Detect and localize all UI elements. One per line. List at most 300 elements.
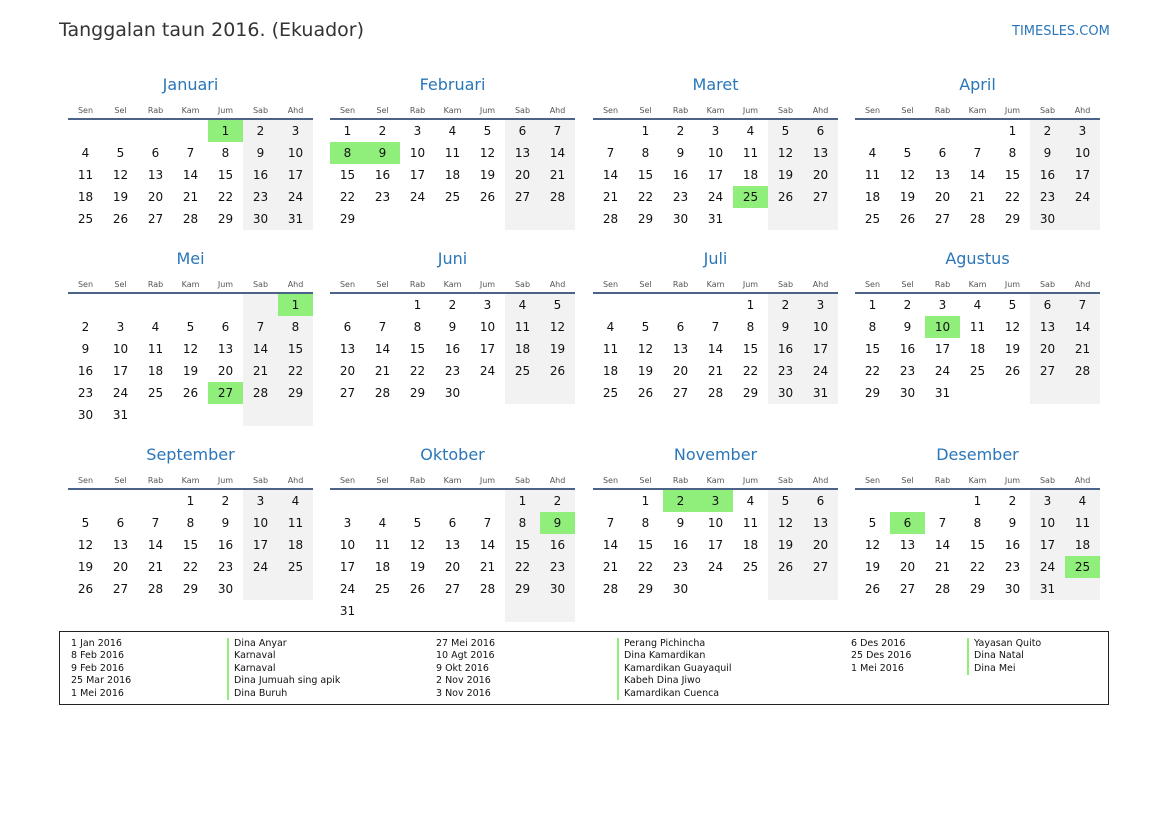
day-cell: 20	[1039, 342, 1056, 356]
day-cell: 19	[409, 560, 426, 574]
day-cell: 28	[969, 212, 986, 226]
day-cell: 2	[81, 320, 90, 334]
day-cell: 23	[217, 560, 234, 574]
day-cell: 16	[549, 538, 566, 552]
day-cell: 6	[938, 146, 947, 160]
weekday-label: Sel	[114, 476, 127, 485]
day-cell: 7	[186, 146, 195, 160]
month-name: Desember	[936, 445, 1019, 464]
weekday-label: Rab	[672, 280, 689, 289]
day-cell: 12	[864, 538, 881, 552]
day-cell: 12	[777, 516, 794, 530]
weekday-label: Jum	[1004, 476, 1021, 485]
day-cell: 12	[112, 168, 129, 182]
day-cell: 26	[182, 386, 199, 400]
day-cell: 24	[479, 364, 496, 378]
day-cell: 25	[444, 190, 461, 204]
month-name: November	[673, 445, 758, 464]
weekday-label: Kam	[181, 106, 200, 115]
day-cell: 22	[637, 190, 654, 204]
weekday-label: Kam	[968, 280, 987, 289]
day-cell: 6	[151, 146, 160, 160]
weekday-label: Jum	[217, 280, 234, 289]
day-cell: 10	[707, 146, 724, 160]
weekday-label: Sel	[376, 106, 389, 115]
day-cell: 24	[1039, 560, 1056, 574]
day-cell: 18	[77, 190, 94, 204]
day-cell: 2	[781, 298, 790, 312]
legend-names-col-3	[974, 638, 1041, 675]
day-cell: 19	[864, 560, 881, 574]
legend-date: 1 Mei 2016	[851, 662, 904, 674]
day-cell: 9	[676, 146, 685, 160]
day-cell: 15	[339, 168, 356, 182]
day-cell: 30	[672, 212, 689, 226]
day-cell: 8	[641, 516, 650, 530]
day-cell: 13	[147, 168, 164, 182]
day-cell: 3	[116, 320, 125, 334]
day-cell: 16	[374, 168, 391, 182]
day-cell: 30	[1039, 212, 1056, 226]
day-cell: 30	[444, 386, 461, 400]
month-name: Februari	[419, 75, 486, 94]
day-cell: 7	[483, 516, 492, 530]
day-cell: 2	[221, 494, 230, 508]
weekday-label: Sen	[602, 280, 619, 289]
holiday-day: 10	[925, 316, 960, 338]
day-cell: 7	[256, 320, 265, 334]
day-cell: 26	[777, 190, 794, 204]
day-cell: 20	[514, 168, 531, 182]
day-cell: 23	[252, 190, 269, 204]
legend-date: 25 Des 2016	[851, 650, 912, 662]
day-cell: 10	[409, 146, 426, 160]
day-cell: 22	[864, 364, 881, 378]
weekday-label: Ahd	[812, 280, 829, 289]
day-cell: 9	[781, 320, 790, 334]
legend-name: Kabeh Dina Jiwo	[624, 675, 701, 687]
weekday-label: Jum	[479, 476, 496, 485]
day-cell: 7	[711, 320, 720, 334]
day-cell: 18	[374, 560, 391, 574]
day-cell: 3	[816, 298, 825, 312]
day-cell: 6	[676, 320, 685, 334]
weekday-label: Sen	[77, 106, 94, 115]
weekday-label: Sab	[1039, 476, 1056, 485]
weekday-label: Sab	[252, 476, 269, 485]
day-cell: 8	[221, 146, 230, 160]
day-cell: 22	[514, 560, 531, 574]
weekday-label: Jum	[479, 280, 496, 289]
day-cell: 6	[343, 320, 352, 334]
day-cell: 5	[186, 320, 195, 334]
weekday-label: Kam	[443, 106, 462, 115]
day-cell: 3	[343, 516, 352, 530]
day-cell: 11	[444, 146, 461, 160]
day-cell: 15	[742, 342, 759, 356]
page-title: Tanggalan taun 2016. (Ekuador)	[59, 19, 364, 41]
month-name: September	[146, 445, 235, 464]
day-cell: 13	[812, 146, 829, 160]
day-cell: 25	[969, 364, 986, 378]
month-name: Oktober	[420, 445, 485, 464]
holiday-day: 8	[330, 142, 365, 164]
day-cell: 28	[1074, 364, 1091, 378]
day-cell: 21	[182, 190, 199, 204]
day-cell: 12	[479, 146, 496, 160]
day-cell: 16	[77, 364, 94, 378]
day-cell: 16	[252, 168, 269, 182]
weekday-label: Kam	[706, 280, 725, 289]
day-cell: 29	[514, 582, 531, 596]
day-cell: 21	[602, 560, 619, 574]
day-cell: 22	[1004, 190, 1021, 204]
day-cell: 24	[934, 364, 951, 378]
day-cell: 8	[868, 320, 877, 334]
day-cell: 29	[339, 212, 356, 226]
day-cell: 12	[77, 538, 94, 552]
day-cell: 30	[672, 582, 689, 596]
legend-bar	[967, 638, 969, 675]
day-cell: 4	[746, 494, 755, 508]
day-cell: 23	[1004, 560, 1021, 574]
day-cell: 14	[182, 168, 199, 182]
month-name: Agustus	[945, 249, 1010, 268]
day-cell: 4	[973, 298, 982, 312]
legend-name: Kamardikan Cuenca	[624, 687, 720, 699]
day-cell: 14	[479, 538, 496, 552]
holiday-day: 6	[890, 512, 925, 534]
weekday-label: Ahd	[287, 476, 304, 485]
day-cell: 23	[899, 364, 916, 378]
day-cell: 3	[1043, 494, 1052, 508]
weekday-label: Ahd	[812, 106, 829, 115]
day-cell: 7	[553, 124, 562, 138]
weekday-label: Sab	[514, 280, 531, 289]
day-cell: 25	[287, 560, 304, 574]
day-cell: 1	[518, 494, 527, 508]
day-cell: 2	[553, 494, 562, 508]
day-cell: 13	[339, 342, 356, 356]
day-cell: 16	[1004, 538, 1021, 552]
weekday-label: Kam	[443, 280, 462, 289]
day-cell: 11	[374, 538, 391, 552]
day-cell: 16	[444, 342, 461, 356]
day-cell: 18	[969, 342, 986, 356]
day-cell: 20	[147, 190, 164, 204]
weekday-label: Rab	[934, 106, 951, 115]
weekday-label: Kam	[706, 476, 725, 485]
day-cell: 21	[602, 190, 619, 204]
day-cell: 23	[672, 560, 689, 574]
day-cell: 24	[707, 190, 724, 204]
day-cell: 28	[374, 386, 391, 400]
day-cell: 11	[287, 516, 304, 530]
day-cell: 11	[864, 168, 881, 182]
day-cell: 16	[1039, 168, 1056, 182]
day-cell: 16	[672, 538, 689, 552]
day-cell: 14	[147, 538, 164, 552]
weekday-label: Rab	[409, 280, 426, 289]
day-cell: 9	[221, 516, 230, 530]
day-cell: 31	[112, 408, 129, 422]
day-cell: 23	[1039, 190, 1056, 204]
day-cell: 27	[812, 560, 829, 574]
day-cell: 11	[147, 342, 164, 356]
day-cell: 7	[606, 516, 615, 530]
legend-bar	[227, 638, 229, 700]
day-cell: 19	[637, 364, 654, 378]
day-cell: 5	[781, 124, 790, 138]
weekday-label: Ahd	[549, 106, 566, 115]
day-cell: 17	[287, 168, 304, 182]
day-cell: 13	[514, 146, 531, 160]
day-cell: 20	[339, 364, 356, 378]
day-cell: 12	[899, 168, 916, 182]
day-cell: 14	[549, 146, 566, 160]
day-cell: 16	[217, 538, 234, 552]
day-cell: 22	[339, 190, 356, 204]
day-cell: 12	[777, 146, 794, 160]
day-cell: 16	[899, 342, 916, 356]
weekday-label: Ahd	[1074, 476, 1091, 485]
weekday-label: Kam	[181, 280, 200, 289]
day-cell: 28	[707, 386, 724, 400]
weekday-label: Jum	[479, 106, 496, 115]
weekday-label: Sel	[901, 106, 914, 115]
day-cell: 19	[182, 364, 199, 378]
day-cell: 31	[707, 212, 724, 226]
weekday-label: Sen	[864, 106, 881, 115]
day-cell: 15	[864, 342, 881, 356]
day-cell: 17	[479, 342, 496, 356]
day-cell: 24	[339, 582, 356, 596]
weekday-label: Rab	[934, 476, 951, 485]
day-cell: 4	[518, 298, 527, 312]
day-cell: 25	[602, 386, 619, 400]
day-cell: 17	[707, 168, 724, 182]
day-cell: 31	[934, 386, 951, 400]
weekday-label: Rab	[147, 280, 164, 289]
day-cell: 1	[746, 298, 755, 312]
day-cell: 12	[1004, 320, 1021, 334]
legend-name: Dina Kamardikan	[624, 650, 706, 662]
day-cell: 18	[147, 364, 164, 378]
day-cell: 25	[514, 364, 531, 378]
day-cell: 30	[549, 582, 566, 596]
day-cell: 26	[899, 212, 916, 226]
weekday-label: Rab	[147, 106, 164, 115]
day-cell: 27	[812, 190, 829, 204]
day-cell: 11	[742, 516, 759, 530]
day-cell: 21	[969, 190, 986, 204]
day-cell: 20	[812, 538, 829, 552]
day-cell: 5	[903, 146, 912, 160]
day-cell: 18	[742, 168, 759, 182]
month-name: Januari	[162, 75, 219, 94]
day-cell: 12	[409, 538, 426, 552]
day-cell: 17	[934, 342, 951, 356]
day-cell: 3	[938, 298, 947, 312]
weekday-label: Sab	[514, 106, 531, 115]
day-cell: 7	[973, 146, 982, 160]
legend-name: Dina Jumuah sing apik	[234, 675, 341, 687]
day-cell: 20	[899, 560, 916, 574]
day-cell: 20	[444, 560, 461, 574]
day-cell: 28	[602, 212, 619, 226]
day-cell: 29	[637, 212, 654, 226]
day-cell: 27	[899, 582, 916, 596]
day-cell: 18	[864, 190, 881, 204]
day-cell: 3	[291, 124, 300, 138]
day-cell: 25	[742, 560, 759, 574]
day-cell: 6	[448, 516, 457, 530]
day-cell: 2	[676, 124, 685, 138]
weekday-label: Sab	[777, 280, 794, 289]
weekday-label: Sab	[1039, 106, 1056, 115]
day-cell: 15	[1004, 168, 1021, 182]
day-cell: 17	[707, 538, 724, 552]
day-cell: 5	[781, 494, 790, 508]
day-cell: 29	[217, 212, 234, 226]
day-cell: 26	[777, 560, 794, 574]
day-cell: 6	[116, 516, 125, 530]
day-cell: 21	[707, 364, 724, 378]
weekday-label: Sel	[114, 106, 127, 115]
day-cell: 29	[182, 582, 199, 596]
day-cell: 4	[151, 320, 160, 334]
day-cell: 8	[186, 516, 195, 530]
weekday-label: Sen	[339, 476, 356, 485]
legend-date: 6 Des 2016	[851, 638, 906, 649]
day-cell: 7	[151, 516, 160, 530]
day-cell: 18	[602, 364, 619, 378]
day-cell: 28	[147, 582, 164, 596]
day-cell: 22	[217, 190, 234, 204]
day-cell: 11	[969, 320, 986, 334]
day-cell: 11	[602, 342, 619, 356]
day-cell: 27	[339, 386, 356, 400]
month-rule	[68, 292, 313, 294]
day-cell: 29	[742, 386, 759, 400]
day-cell: 8	[973, 516, 982, 530]
day-cell: 13	[672, 342, 689, 356]
legend-date: 1 Jan 2016	[71, 638, 122, 649]
day-cell: 4	[291, 494, 300, 508]
day-cell: 17	[812, 342, 829, 356]
day-cell: 26	[479, 190, 496, 204]
day-cell: 16	[672, 168, 689, 182]
day-cell: 27	[147, 212, 164, 226]
day-cell: 10	[812, 320, 829, 334]
legend-date: 9 Feb 2016	[71, 662, 125, 674]
weekday-label: Kam	[443, 476, 462, 485]
day-cell: 5	[81, 516, 90, 530]
day-cell: 1	[186, 494, 195, 508]
day-cell: 2	[903, 298, 912, 312]
day-cell: 24	[112, 386, 129, 400]
day-cell: 5	[868, 516, 877, 530]
weekday-label: Ahd	[1074, 106, 1091, 115]
day-cell: 3	[711, 124, 720, 138]
day-cell: 3	[483, 298, 492, 312]
weekday-label: Sen	[602, 106, 619, 115]
day-cell: 24	[287, 190, 304, 204]
day-cell: 13	[444, 538, 461, 552]
day-cell: 2	[378, 124, 387, 138]
day-cell: 24	[1074, 190, 1091, 204]
day-cell: 22	[742, 364, 759, 378]
day-cell: 11	[77, 168, 94, 182]
day-cell: 23	[777, 364, 794, 378]
day-cell: 10	[479, 320, 496, 334]
weekday-label: Rab	[409, 476, 426, 485]
day-cell: 26	[409, 582, 426, 596]
day-cell: 28	[934, 582, 951, 596]
day-cell: 15	[182, 538, 199, 552]
day-cell: 23	[549, 560, 566, 574]
weekday-label: Kam	[706, 106, 725, 115]
day-cell: 12	[637, 342, 654, 356]
weekday-label: Sen	[864, 280, 881, 289]
day-cell: 27	[444, 582, 461, 596]
day-cell: 4	[746, 124, 755, 138]
day-cell: 20	[812, 168, 829, 182]
weekday-label: Sel	[901, 476, 914, 485]
legend-date: 9 Okt 2016	[436, 662, 489, 674]
day-cell: 1	[641, 494, 650, 508]
legend-dates-col-1	[71, 638, 131, 700]
day-cell: 27	[514, 190, 531, 204]
day-cell: 13	[112, 538, 129, 552]
holiday-day: 27	[208, 382, 243, 404]
day-cell: 21	[147, 560, 164, 574]
site-link[interactable]: TIMESLES.COM	[1012, 24, 1110, 39]
day-cell: 22	[409, 364, 426, 378]
day-cell: 19	[1004, 342, 1021, 356]
day-cell: 4	[1078, 494, 1087, 508]
weekday-label: Sen	[77, 476, 94, 485]
day-cell: 4	[448, 124, 457, 138]
day-cell: 21	[1074, 342, 1091, 356]
weekday-label: Kam	[181, 476, 200, 485]
weekday-label: Sab	[514, 476, 531, 485]
day-cell: 4	[81, 146, 90, 160]
day-cell: 14	[602, 538, 619, 552]
day-cell: 21	[479, 560, 496, 574]
day-cell: 28	[252, 386, 269, 400]
day-cell: 24	[812, 364, 829, 378]
day-cell: 2	[448, 298, 457, 312]
day-cell: 24	[409, 190, 426, 204]
weekday-label: Rab	[147, 476, 164, 485]
day-cell: 1	[973, 494, 982, 508]
day-cell: 26	[1004, 364, 1021, 378]
day-cell: 7	[378, 320, 387, 334]
day-cell: 11	[514, 320, 531, 334]
weekday-label: Sel	[639, 476, 652, 485]
weekday-label: Sel	[901, 280, 914, 289]
day-cell: 25	[77, 212, 94, 226]
day-cell: 8	[1008, 146, 1017, 160]
day-cell: 17	[252, 538, 269, 552]
day-cell: 12	[549, 320, 566, 334]
legend-name: Karnaval	[234, 662, 276, 674]
holiday-day: 25	[733, 186, 768, 208]
holiday-day: 2	[663, 490, 698, 512]
legend-names-col-1	[234, 638, 340, 700]
legend-dates-col-3	[851, 638, 911, 675]
